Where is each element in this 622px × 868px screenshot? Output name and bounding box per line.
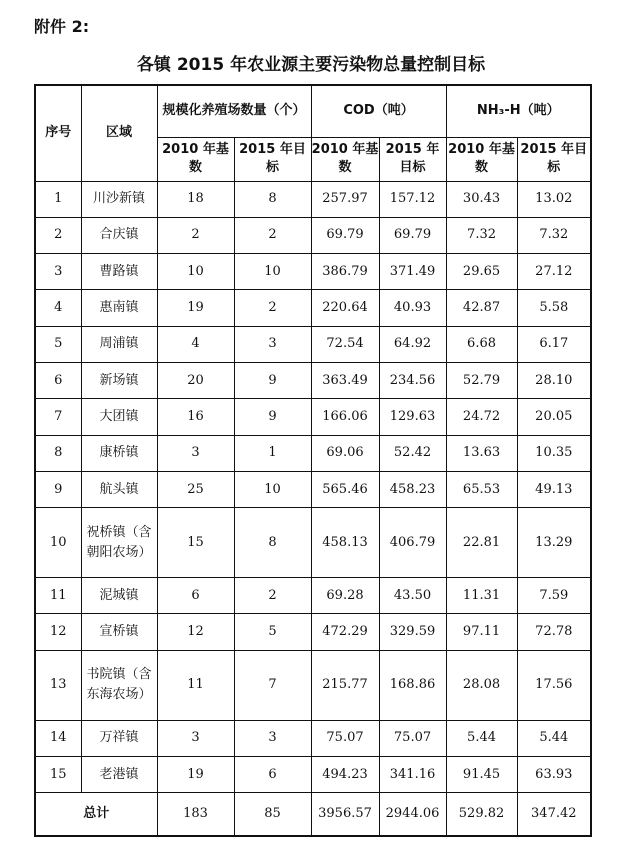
table-row bbox=[35, 254, 591, 290]
row-farms-2015: 3 bbox=[234, 326, 311, 362]
table-row bbox=[35, 217, 591, 253]
row-area: 周浦镇 bbox=[81, 326, 157, 362]
row-farms-2010: 10 bbox=[157, 254, 234, 290]
row-seq: 1 bbox=[35, 181, 81, 217]
row-seq: 6 bbox=[35, 362, 81, 398]
row-farms-2015: 10 bbox=[234, 471, 311, 507]
row-nh3-2015: 28.10 bbox=[517, 362, 591, 398]
row-cod-2010: 220.64 bbox=[311, 290, 379, 326]
row-nh3-2010: 7.32 bbox=[446, 217, 517, 253]
row-seq: 10 bbox=[35, 508, 81, 578]
row-seq: 4 bbox=[35, 290, 81, 326]
row-cod-2015: 157.12 bbox=[379, 181, 446, 217]
row-farms-2010: 20 bbox=[157, 362, 234, 398]
row-cod-2015: 371.49 bbox=[379, 254, 446, 290]
row-nh3-2015: 7.32 bbox=[517, 217, 591, 253]
row-farms-2010: 2 bbox=[157, 217, 234, 253]
row-nh3-2015: 27.12 bbox=[517, 254, 591, 290]
row-farms-2015: 2 bbox=[234, 290, 311, 326]
row-area: 祝桥镇（含朝阳农场） bbox=[81, 508, 157, 578]
row-cod-2015: 458.23 bbox=[379, 471, 446, 507]
row-cod-2015: 40.93 bbox=[379, 290, 446, 326]
row-farms-2015: 2 bbox=[234, 578, 311, 614]
attachment-label: 附件 2: bbox=[34, 17, 90, 36]
row-nh3-2015: 72.78 bbox=[517, 614, 591, 650]
row-seq: 13 bbox=[35, 650, 81, 720]
row-area: 老港镇 bbox=[81, 757, 157, 793]
row-area: 航头镇 bbox=[81, 471, 157, 507]
row-cod-2010: 69.79 bbox=[311, 217, 379, 253]
row-cod-2010: 72.54 bbox=[311, 326, 379, 362]
row-cod-2015: 52.42 bbox=[379, 435, 446, 471]
row-nh3-2010: 30.43 bbox=[446, 181, 517, 217]
row-nh3-2015: 17.56 bbox=[517, 650, 591, 720]
row-nh3-2015: 7.59 bbox=[517, 578, 591, 614]
row-farms-2010: 11 bbox=[157, 650, 234, 720]
row-seq: 2 bbox=[35, 217, 81, 253]
header-nh3-2010: 2010 年基数 bbox=[446, 137, 517, 181]
row-nh3-2010: 13.63 bbox=[446, 435, 517, 471]
row-cod-2010: 69.28 bbox=[311, 578, 379, 614]
row-nh3-2010: 24.72 bbox=[446, 399, 517, 435]
row-nh3-2015: 5.44 bbox=[517, 720, 591, 756]
row-nh3-2015: 13.29 bbox=[517, 508, 591, 578]
row-nh3-2010: 6.68 bbox=[446, 326, 517, 362]
row-cod-2015: 234.56 bbox=[379, 362, 446, 398]
pollutant-target-table bbox=[34, 84, 592, 837]
row-seq: 15 bbox=[35, 757, 81, 793]
row-nh3-2010: 22.81 bbox=[446, 508, 517, 578]
row-nh3-2015: 20.05 bbox=[517, 399, 591, 435]
row-seq: 8 bbox=[35, 435, 81, 471]
total-farms-2010: 183 bbox=[157, 793, 234, 836]
row-nh3-2010: 42.87 bbox=[446, 290, 517, 326]
row-farms-2015: 10 bbox=[234, 254, 311, 290]
total-farms-2015: 85 bbox=[234, 793, 311, 836]
table-row bbox=[35, 757, 591, 793]
header-farms-2010: 2010 年基数 bbox=[157, 137, 234, 181]
row-cod-2010: 69.06 bbox=[311, 435, 379, 471]
row-cod-2015: 69.79 bbox=[379, 217, 446, 253]
row-farms-2010: 15 bbox=[157, 508, 234, 578]
row-nh3-2010: 11.31 bbox=[446, 578, 517, 614]
row-farms-2015: 1 bbox=[234, 435, 311, 471]
total-cod-2015: 2944.06 bbox=[379, 793, 446, 836]
row-seq: 9 bbox=[35, 471, 81, 507]
row-farms-2015: 9 bbox=[234, 399, 311, 435]
table-row bbox=[35, 471, 591, 507]
row-nh3-2010: 91.45 bbox=[446, 757, 517, 793]
total-nh3-2010: 529.82 bbox=[446, 793, 517, 836]
row-farms-2010: 12 bbox=[157, 614, 234, 650]
row-farms-2010: 18 bbox=[157, 181, 234, 217]
header-farms-2015: 2015 年目标 bbox=[234, 137, 311, 181]
row-area: 书院镇（含东海农场） bbox=[81, 650, 157, 720]
row-farms-2015: 2 bbox=[234, 217, 311, 253]
row-nh3-2015: 49.13 bbox=[517, 471, 591, 507]
row-cod-2010: 458.13 bbox=[311, 508, 379, 578]
table-row bbox=[35, 290, 591, 326]
row-cod-2015: 75.07 bbox=[379, 720, 446, 756]
row-nh3-2015: 5.58 bbox=[517, 290, 591, 326]
table-row bbox=[35, 578, 591, 614]
row-seq: 14 bbox=[35, 720, 81, 756]
row-farms-2015: 6 bbox=[234, 757, 311, 793]
row-seq: 11 bbox=[35, 578, 81, 614]
row-area: 康桥镇 bbox=[81, 435, 157, 471]
row-cod-2015: 329.59 bbox=[379, 614, 446, 650]
row-nh3-2015: 6.17 bbox=[517, 326, 591, 362]
row-nh3-2015: 10.35 bbox=[517, 435, 591, 471]
row-cod-2010: 386.79 bbox=[311, 254, 379, 290]
row-farms-2010: 19 bbox=[157, 757, 234, 793]
row-cod-2015: 168.86 bbox=[379, 650, 446, 720]
total-row bbox=[35, 793, 591, 836]
row-seq: 12 bbox=[35, 614, 81, 650]
row-area: 曹路镇 bbox=[81, 254, 157, 290]
table-row bbox=[35, 326, 591, 362]
row-cod-2010: 75.07 bbox=[311, 720, 379, 756]
row-seq: 5 bbox=[35, 326, 81, 362]
row-area: 宣桥镇 bbox=[81, 614, 157, 650]
table-row bbox=[35, 508, 591, 578]
row-nh3-2010: 28.08 bbox=[446, 650, 517, 720]
row-area: 大团镇 bbox=[81, 399, 157, 435]
header-cod-group: COD（吨） bbox=[311, 85, 446, 137]
row-farms-2010: 4 bbox=[157, 326, 234, 362]
row-cod-2010: 215.77 bbox=[311, 650, 379, 720]
row-cod-2015: 129.63 bbox=[379, 399, 446, 435]
row-nh3-2010: 97.11 bbox=[446, 614, 517, 650]
row-farms-2015: 8 bbox=[234, 508, 311, 578]
header-area: 区域 bbox=[81, 85, 157, 181]
row-farms-2010: 3 bbox=[157, 435, 234, 471]
table-row bbox=[35, 399, 591, 435]
header-seq: 序号 bbox=[35, 85, 81, 181]
header-nh3-group: NH₃-H（吨） bbox=[446, 85, 591, 137]
document-title: 各镇 2015 年农业源主要污染物总量控制目标 bbox=[136, 55, 486, 75]
header-cod-2015: 2015 年目标 bbox=[379, 137, 446, 181]
row-cod-2010: 472.29 bbox=[311, 614, 379, 650]
header-nh3-2015: 2015 年目标 bbox=[517, 137, 591, 181]
row-cod-2010: 363.49 bbox=[311, 362, 379, 398]
total-cod-2010: 3956.57 bbox=[311, 793, 379, 836]
row-area: 合庆镇 bbox=[81, 217, 157, 253]
table-row bbox=[35, 614, 591, 650]
table-row bbox=[35, 650, 591, 720]
row-nh3-2010: 5.44 bbox=[446, 720, 517, 756]
row-farms-2010: 19 bbox=[157, 290, 234, 326]
row-cod-2010: 166.06 bbox=[311, 399, 379, 435]
row-cod-2015: 341.16 bbox=[379, 757, 446, 793]
row-seq: 7 bbox=[35, 399, 81, 435]
row-area: 泥城镇 bbox=[81, 578, 157, 614]
row-farms-2010: 6 bbox=[157, 578, 234, 614]
row-cod-2015: 43.50 bbox=[379, 578, 446, 614]
row-farms-2015: 5 bbox=[234, 614, 311, 650]
table-body bbox=[35, 181, 591, 793]
row-seq: 3 bbox=[35, 254, 81, 290]
header-farms-group: 规模化养殖场数量（个） bbox=[157, 85, 311, 137]
row-cod-2010: 565.46 bbox=[311, 471, 379, 507]
row-farms-2015: 8 bbox=[234, 181, 311, 217]
row-area: 惠南镇 bbox=[81, 290, 157, 326]
row-nh3-2010: 65.53 bbox=[446, 471, 517, 507]
total-label: 总计 bbox=[35, 793, 157, 836]
row-area: 川沙新镇 bbox=[81, 181, 157, 217]
row-area: 新场镇 bbox=[81, 362, 157, 398]
table-row bbox=[35, 435, 591, 471]
row-cod-2015: 406.79 bbox=[379, 508, 446, 578]
row-farms-2015: 7 bbox=[234, 650, 311, 720]
total-nh3-2015: 347.42 bbox=[517, 793, 591, 836]
row-farms-2010: 25 bbox=[157, 471, 234, 507]
row-farms-2015: 3 bbox=[234, 720, 311, 756]
row-farms-2010: 3 bbox=[157, 720, 234, 756]
row-nh3-2015: 63.93 bbox=[517, 757, 591, 793]
header-cod-2010: 2010 年基数 bbox=[311, 137, 379, 181]
row-area: 万祥镇 bbox=[81, 720, 157, 756]
row-cod-2010: 257.97 bbox=[311, 181, 379, 217]
row-cod-2015: 64.92 bbox=[379, 326, 446, 362]
row-cod-2010: 494.23 bbox=[311, 757, 379, 793]
row-nh3-2015: 13.02 bbox=[517, 181, 591, 217]
table-row bbox=[35, 362, 591, 398]
row-farms-2015: 9 bbox=[234, 362, 311, 398]
table-row bbox=[35, 720, 591, 756]
row-nh3-2010: 29.65 bbox=[446, 254, 517, 290]
table-row bbox=[35, 181, 591, 217]
row-nh3-2010: 52.79 bbox=[446, 362, 517, 398]
row-farms-2010: 16 bbox=[157, 399, 234, 435]
